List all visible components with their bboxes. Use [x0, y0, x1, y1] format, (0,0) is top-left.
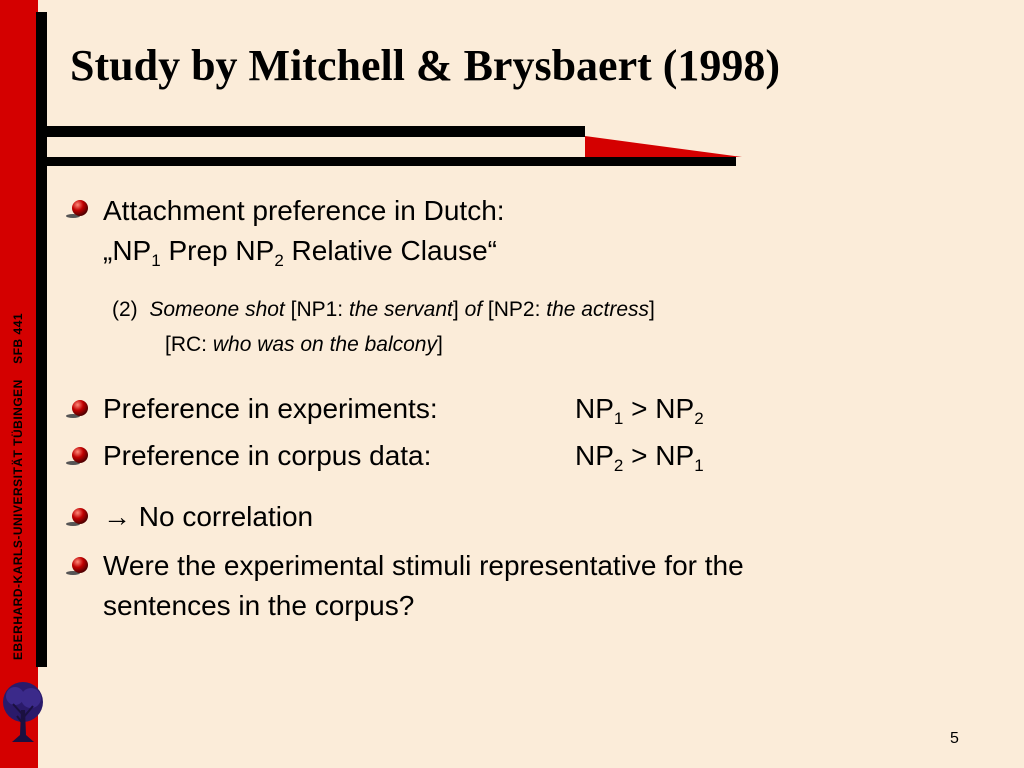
- bullet-attachment-line2: $„NP_1$ Prep $NP_2$ Relative Clause“: [103, 235, 497, 270]
- bullet-ball-icon: [65, 443, 91, 469]
- bullet-question-line1: Were the experimental stimuli representative for the: [103, 550, 744, 581]
- frame-horizontal-rule-top: [36, 126, 585, 137]
- bullet-preference-corpus: Preference in corpus data: $NP_2 > NP_1$: [103, 440, 704, 475]
- bullet-ball-icon: [65, 504, 91, 530]
- example-number: (2): [112, 298, 138, 321]
- bullet-preference-experiments: Preference in experiments: $NP_1 > NP_2$: [103, 393, 704, 428]
- project-name: SFB 441: [11, 312, 25, 364]
- bullet-question-line2: sentences in the corpus?: [103, 590, 415, 621]
- frame-horizontal-rule-bottom: [36, 157, 736, 166]
- tree-logo-icon: [1, 680, 45, 750]
- bullet-attachment-line1: Attachment preference in Dutch:: [103, 195, 505, 226]
- bullet-ball-icon: [65, 196, 91, 222]
- side-institution-label: [2, 180, 34, 660]
- slide-title: Study by Mitchell & Brysbaert (1998): [70, 41, 781, 90]
- frame-vertical-rule: [36, 12, 47, 667]
- example-sentence-line1: (2) Someone shot [NP1: the servant] of [NP2: the actress]: [112, 298, 655, 321]
- bullet-ball-icon: [65, 396, 91, 422]
- example-sentence-line2: [RC: who was on the balcony]: [165, 333, 443, 356]
- bullet-ball-icon: [65, 553, 91, 579]
- bullet-no-correlation: → No correlation: [103, 501, 314, 532]
- slide-number: 5: [950, 730, 959, 747]
- university-name: EBERHARD-KARLS-UNIVERSITÄT TÜBINGEN: [11, 379, 25, 660]
